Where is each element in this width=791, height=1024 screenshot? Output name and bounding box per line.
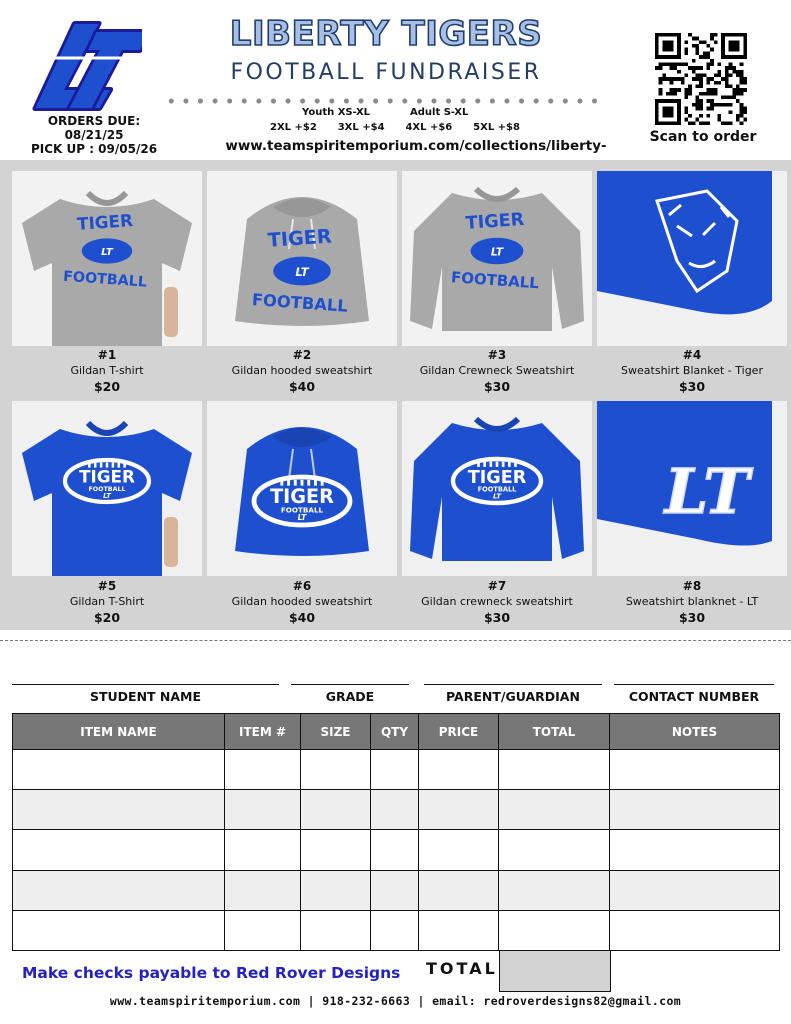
page-title: LIBERTY TIGERS — [229, 14, 543, 54]
product-name: Gildan T-shirt — [70, 364, 144, 377]
footer-contact: www.teamspiritemporium.com | 918-232-6663 | email: redroverdesigns82@gmail.com — [109, 994, 682, 1008]
order-cell-notes[interactable] — [610, 750, 780, 790]
svg-text:TIGER: TIGER — [76, 210, 134, 234]
order-cell-size[interactable] — [301, 790, 371, 830]
product-price: $30 — [483, 610, 511, 625]
product-image-7 — [402, 401, 592, 576]
svg-text:LT: LT — [490, 246, 504, 259]
grade-field[interactable] — [291, 684, 409, 705]
grand-total-label: TOTAL — [426, 959, 498, 978]
col-qty: QTY — [371, 714, 419, 750]
checks-payable-note: Make checks payable to Red Rover Designs — [22, 964, 401, 982]
svg-text:TIGER: TIGER — [465, 209, 525, 234]
table-row — [13, 870, 780, 910]
order-table — [12, 713, 780, 951]
product-number: #2 — [292, 348, 312, 362]
order-cell-size[interactable] — [301, 830, 371, 870]
svg-text:TIGER: TIGER — [79, 466, 135, 487]
col-item-name: ITEM NAME — [13, 714, 225, 750]
product-info-6 — [204, 578, 400, 626]
order-cell-item-name[interactable] — [13, 870, 225, 910]
order-cell-price[interactable] — [419, 910, 499, 950]
product-info-4 — [594, 347, 790, 395]
lt-logo — [30, 18, 142, 112]
svg-text:TIGER: TIGER — [270, 484, 334, 508]
adult-sizes: Adult S-XL — [410, 107, 469, 118]
table-row — [13, 790, 780, 830]
order-cell-qty[interactable] — [371, 790, 419, 830]
svg-text:TIGER: TIGER — [467, 467, 527, 488]
product-name: Gildan hooded sweatshirt — [231, 595, 373, 608]
order-cell-item[interactable] — [225, 790, 301, 830]
product-price: $30 — [678, 379, 706, 394]
upcharge-3xl: 3XL +$4 — [337, 122, 385, 133]
product-number: #3 — [487, 348, 507, 362]
product-image-1 — [12, 171, 202, 346]
product-image-5 — [12, 401, 202, 576]
product-image-2 — [207, 171, 397, 346]
product-info-5 — [9, 578, 205, 626]
order-cell-price[interactable] — [419, 790, 499, 830]
col-notes: NOTES — [610, 714, 780, 750]
svg-text:FOOTBALL: FOOTBALL — [62, 268, 148, 291]
order-cell-qty[interactable] — [371, 910, 419, 950]
svg-text:FOOTBALL: FOOTBALL — [477, 485, 517, 494]
product-price: $30 — [483, 379, 511, 394]
student-name-label: STUDENT NAME — [89, 689, 202, 704]
contact-number-label: CONTACT NUMBER — [628, 689, 760, 704]
order-cell-qty[interactable] — [371, 830, 419, 870]
upcharge-5xl: 5XL +$8 — [473, 122, 520, 133]
svg-text:LT: LT — [297, 513, 307, 523]
product-number: #7 — [487, 579, 507, 593]
order-cell-total[interactable] — [499, 750, 610, 790]
product-name: Gildan crewneck sweatshirt — [421, 595, 573, 608]
product-name: Gildan Crewneck Sweatshirt — [419, 364, 575, 377]
grand-total-field[interactable] — [499, 950, 611, 992]
order-cell-item-name[interactable] — [13, 830, 225, 870]
order-cell-item[interactable] — [225, 910, 301, 950]
size-upcharges — [270, 121, 520, 135]
order-cell-notes[interactable] — [610, 830, 780, 870]
col-item-number: ITEM # — [225, 714, 301, 750]
order-cell-price[interactable] — [419, 830, 499, 870]
orders-due-label: ORDERS DUE: — [47, 114, 141, 128]
product-info-1 — [9, 347, 205, 395]
order-cell-notes[interactable] — [610, 870, 780, 910]
col-total: TOTAL — [499, 714, 610, 750]
order-cell-total[interactable] — [499, 910, 610, 950]
dotted-divider — [164, 98, 604, 104]
order-cell-notes[interactable] — [610, 910, 780, 950]
scan-label: Scan to order — [649, 129, 757, 145]
product-image-3 — [402, 171, 592, 346]
product-number: #5 — [97, 579, 117, 593]
order-cell-total[interactable] — [499, 830, 610, 870]
order-cell-item-name[interactable] — [13, 910, 225, 950]
product-number: #6 — [292, 579, 312, 593]
product-price: $20 — [93, 610, 121, 625]
order-cell-size[interactable] — [301, 870, 371, 910]
table-header-row — [13, 714, 780, 750]
svg-text:FOOTBALL: FOOTBALL — [251, 290, 349, 316]
svg-text:LT: LT — [492, 491, 502, 501]
table-row — [13, 750, 780, 790]
order-cell-item-name[interactable] — [13, 750, 225, 790]
svg-text:LT: LT — [103, 491, 111, 500]
orders-due-date: 08/21/25 — [64, 128, 124, 142]
order-dates — [22, 114, 166, 156]
product-info-3 — [399, 347, 595, 395]
order-cell-notes[interactable] — [610, 790, 780, 830]
product-price: $20 — [93, 379, 121, 394]
svg-text:LT: LT — [101, 247, 113, 259]
order-cell-item[interactable] — [225, 750, 301, 790]
parent-guardian-field[interactable] — [424, 684, 602, 705]
grade-label: GRADE — [325, 689, 375, 704]
order-cell-size[interactable] — [301, 750, 371, 790]
svg-text:FOOTBALL: FOOTBALL — [280, 505, 324, 515]
product-price: $40 — [288, 610, 316, 625]
product-name: Sweatshirt blanknet - LT — [625, 595, 759, 608]
order-cell-price[interactable] — [419, 750, 499, 790]
svg-text:LT: LT — [295, 264, 309, 279]
table-row — [13, 830, 780, 870]
order-cell-qty[interactable] — [371, 750, 419, 790]
upcharge-4xl: 4XL +$6 — [405, 122, 453, 133]
order-cell-total[interactable] — [499, 790, 610, 830]
product-info-7 — [399, 578, 595, 626]
order-cell-total[interactable] — [499, 870, 610, 910]
svg-text:LT: LT — [664, 455, 750, 528]
order-cell-qty[interactable] — [371, 870, 419, 910]
product-image-6 — [207, 401, 397, 576]
parent-guardian-label: PARENT/GUARDIAN — [446, 689, 580, 704]
upcharge-2xl: 2XL +$2 — [270, 122, 317, 133]
youth-sizes: Youth XS-XL — [302, 107, 371, 118]
contact-number-field[interactable] — [614, 684, 774, 705]
product-image-4 — [597, 171, 787, 346]
pickup-date: PICK UP : 09/05/26 — [30, 142, 158, 156]
order-cell-size[interactable] — [301, 910, 371, 950]
col-size: SIZE — [301, 714, 371, 750]
product-number: #1 — [97, 348, 117, 362]
product-number: #4 — [682, 348, 702, 362]
table-row — [13, 910, 780, 950]
student-name-field[interactable] — [12, 684, 279, 705]
product-price: $30 — [678, 610, 706, 625]
product-name: Gildan hooded sweatshirt — [231, 364, 373, 377]
product-number: #8 — [682, 579, 702, 593]
product-info-8 — [594, 578, 790, 626]
product-price: $40 — [288, 379, 316, 394]
qr-code[interactable] — [655, 33, 747, 125]
store-url[interactable]: www.teamspiritemporium.com/collections/liberty- — [225, 138, 607, 154]
order-cell-price[interactable] — [419, 870, 499, 910]
order-cell-item-name[interactable] — [13, 790, 225, 830]
product-info-2 — [204, 347, 400, 395]
page-subtitle: FOOTBALL FUNDRAISER — [230, 60, 542, 85]
col-price: PRICE — [419, 714, 499, 750]
product-name: Sweatshirt Blanket - Tiger — [621, 364, 763, 377]
svg-text:FOOTBALL: FOOTBALL — [88, 486, 126, 494]
product-image-8 — [597, 401, 787, 576]
svg-text:TIGER: TIGER — [267, 224, 333, 252]
product-name: Gildan T-Shirt — [69, 595, 145, 608]
svg-text:FOOTBALL: FOOTBALL — [450, 268, 540, 293]
cut-line — [0, 640, 791, 641]
order-cell-item[interactable] — [225, 870, 301, 910]
order-cell-item[interactable] — [225, 830, 301, 870]
